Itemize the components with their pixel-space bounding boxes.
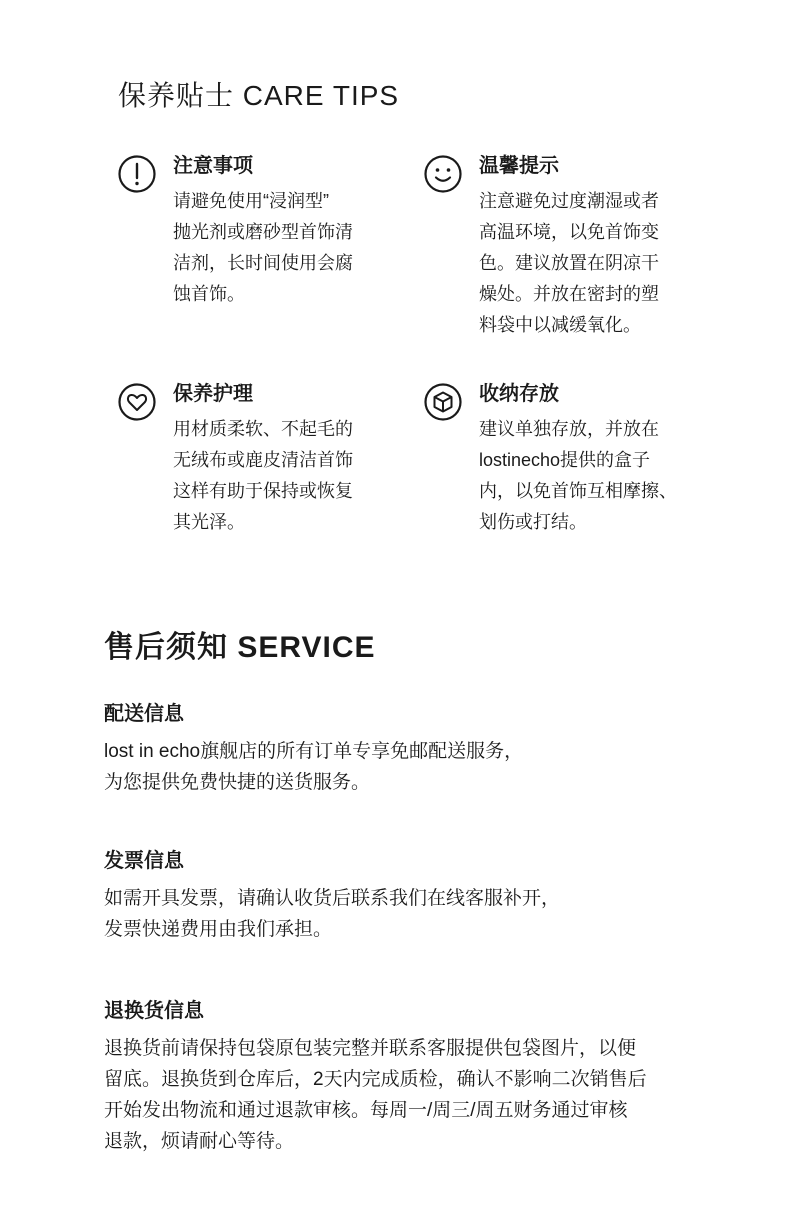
service-title: 售后须知 SERVICE: [104, 631, 376, 664]
tip-title: 温馨提示: [479, 155, 559, 177]
tip-line: 色。建议放置在阴凉干: [479, 253, 659, 273]
service-line: 退款，烦请耐心等待。: [104, 1131, 295, 1152]
service-section-title: 配送信息: [104, 703, 184, 725]
tip-care: [173, 382, 413, 538]
tip-title: 收纳存放: [479, 383, 559, 405]
care-tips-title: 保养贴士 CARE TIPS: [118, 80, 400, 111]
tip-line: 这样有助于保持或恢复: [173, 481, 353, 501]
tip-line: 内，以免首饰互相摩擦、: [479, 481, 677, 501]
service-line: 如需开具发票，请确认收货后联系我们在线客服补开，: [104, 888, 561, 909]
tip-line: 划伤或打结。: [479, 512, 587, 532]
service-line: 留底。退换货到仓库后，2天内完成质检，确认不影响二次销售后: [104, 1069, 647, 1090]
service-line: 为您提供免费快捷的送货服务。: [104, 772, 371, 793]
tip-title: 注意事项: [173, 155, 253, 177]
service-section-invoice: [104, 849, 704, 945]
service-section-delivery: [104, 702, 704, 798]
tip-title: 保养护理: [173, 383, 253, 405]
tip-line: 建议单独存放，并放在: [479, 419, 659, 439]
tip-line: lostinecho提供的盒子: [479, 450, 651, 470]
tip-line: 抛光剂或磨砂型首饰清: [173, 222, 353, 242]
tip-line: 请避免使用“浸润型”: [173, 191, 329, 211]
tip-line: 高温环境，以免首饰变: [479, 222, 659, 242]
tip-storage: [479, 382, 719, 538]
service-line: lost in echo旗舰店的所有订单专享免邮配送服务，: [104, 741, 524, 762]
tip-line: 用材质柔软、不起毛的: [173, 419, 353, 439]
tip-line: 洁剂，长时间使用会腐: [173, 253, 353, 273]
service-section-returns: [104, 999, 704, 1157]
box-circle-icon: [423, 382, 463, 422]
exclamation-circle-icon: [117, 154, 157, 194]
tip-warm-reminder: [479, 154, 719, 341]
service-line: 开始发出物流和通过退款审核。每周一/周三/周五财务通过审核: [104, 1100, 628, 1121]
heart-circle-icon: [117, 382, 157, 422]
tip-line: 无绒布或鹿皮清洁首饰: [173, 450, 353, 470]
smiley-face-icon: [423, 154, 463, 194]
tip-line: 注意避免过度潮湿或者: [479, 191, 659, 211]
tip-line: 其光泽。: [173, 512, 245, 532]
service-line: 退换货前请保持包袋原包装完整并联系客服提供包袋图片，以便: [104, 1038, 637, 1059]
service-section-title: 发票信息: [104, 850, 184, 872]
tip-line: 料袋中以减缓氧化。: [479, 315, 641, 335]
service-line: 发票快递费用由我们承担。: [104, 919, 333, 940]
tip-line: 燥处。并放在密封的塑: [479, 284, 659, 304]
tip-precautions: [173, 154, 413, 310]
tip-line: 蚀首饰。: [173, 284, 245, 304]
service-section-title: 退换货信息: [104, 1000, 204, 1022]
